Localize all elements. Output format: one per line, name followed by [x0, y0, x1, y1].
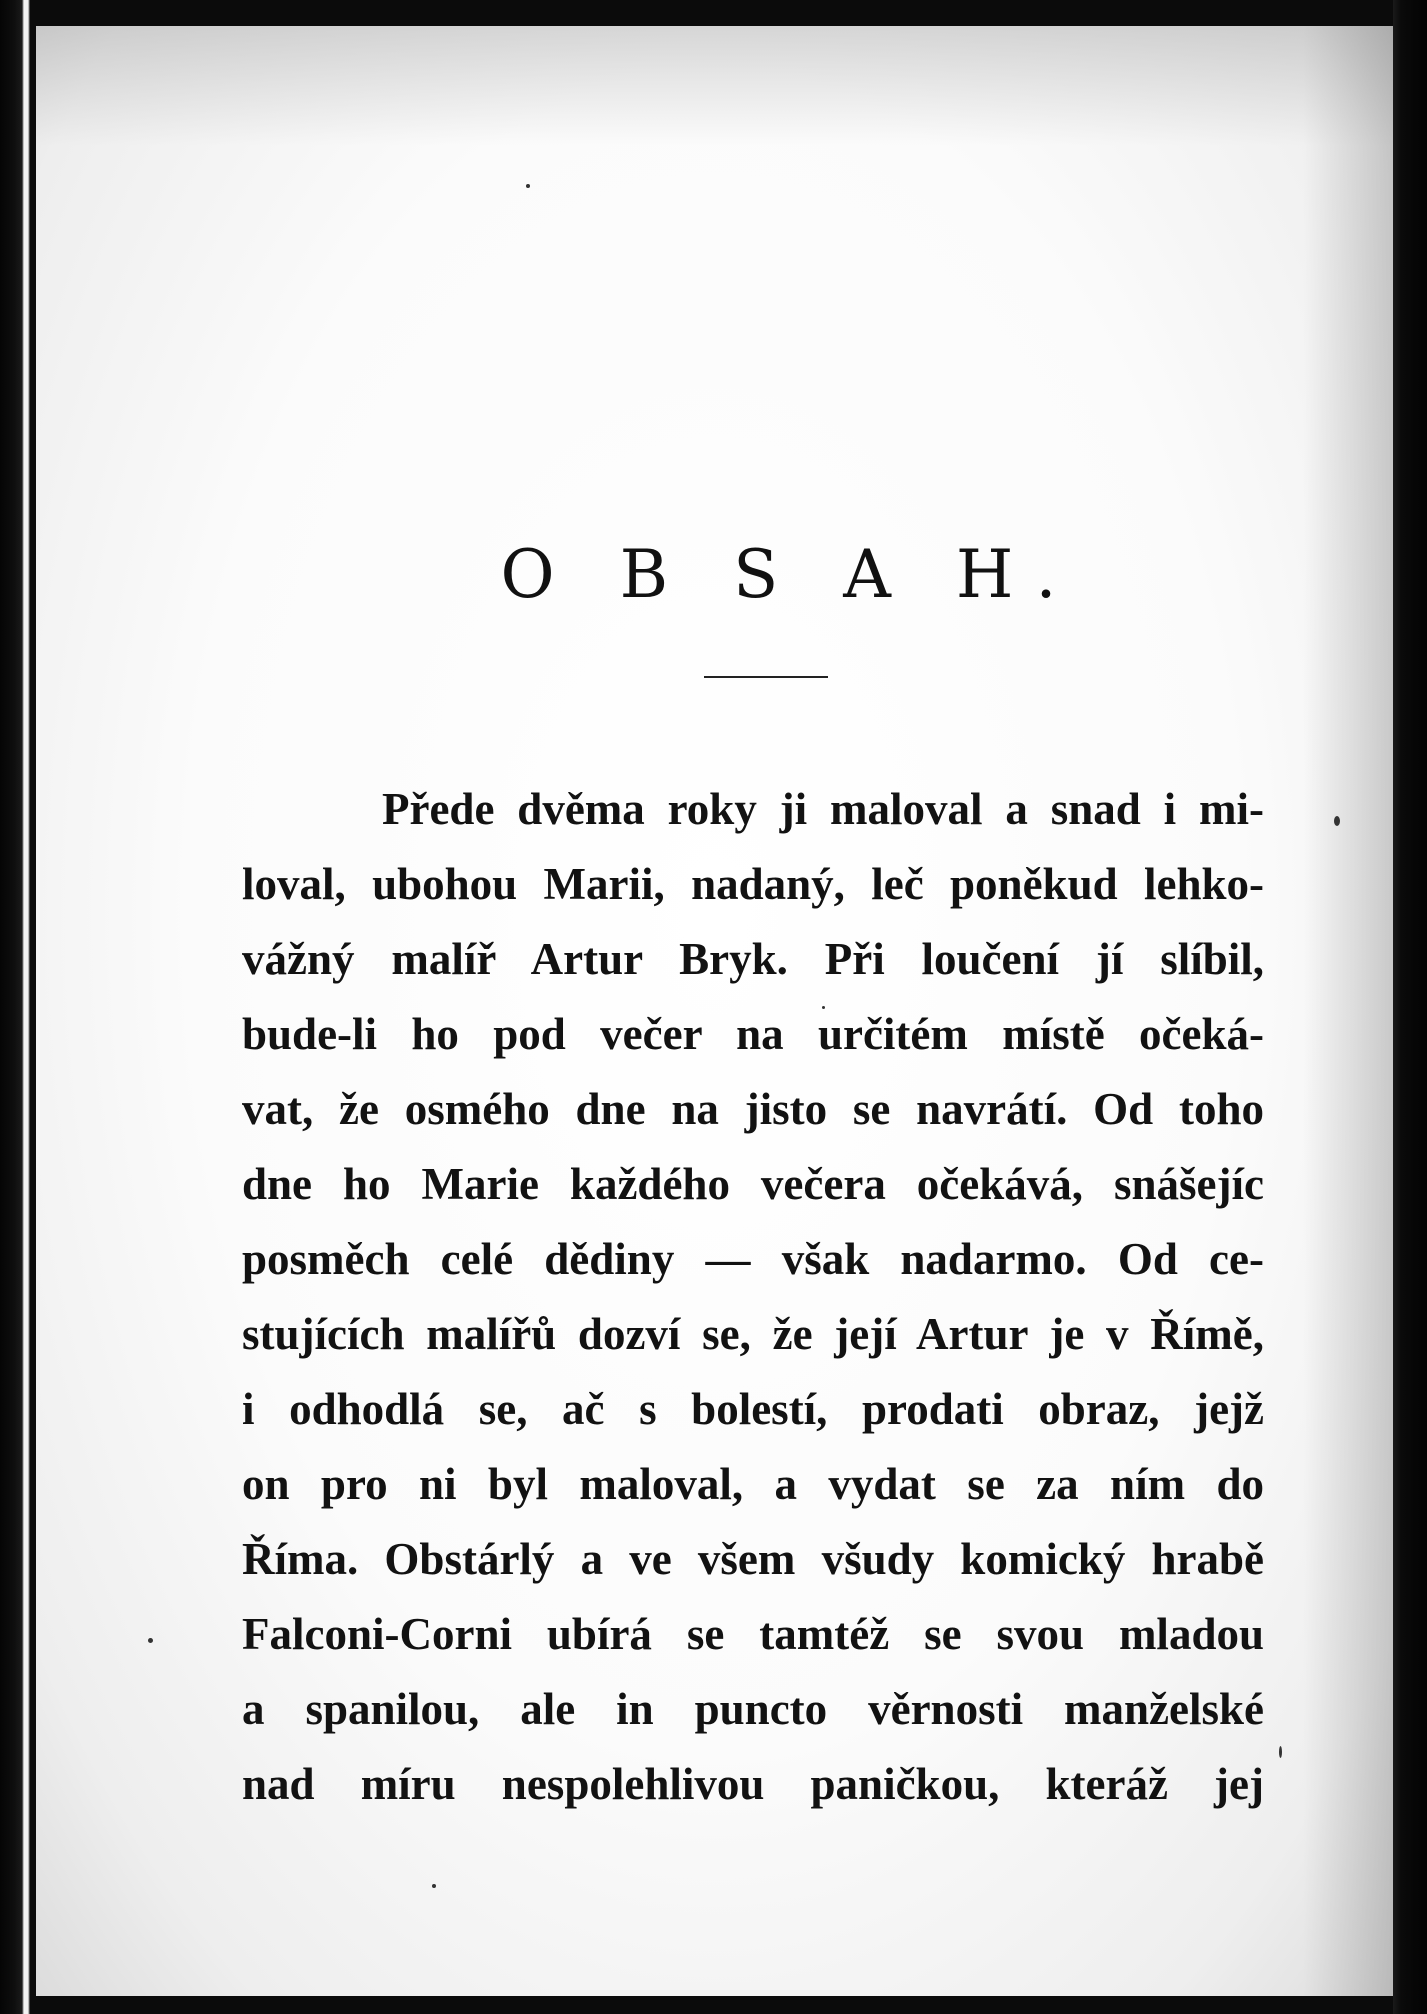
paragraph-line: stujících malířů dozví se, že její Artur je v Římě, [242, 1309, 1264, 1359]
summary-paragraph [242, 772, 1264, 1822]
page-title: O B S A H. [500, 536, 1079, 613]
paper-speck [432, 1884, 436, 1888]
paragraph-line: Říma. Obstárlý a ve všem všudy komický hrabě [242, 1534, 1264, 1584]
paragraph-line: dne ho Marie každého večera očekává, snášejíc [242, 1159, 1264, 1209]
paragraph-line: Falconi-Corni ubírá se tamtéž se svou mladou [242, 1609, 1264, 1659]
paper-speck [1279, 1746, 1282, 1758]
binding-edge-right [1393, 0, 1427, 2014]
paper-speck [148, 1638, 153, 1643]
paragraph-line: vat, že osmého dne na jisto se navrátí. Od toho [242, 1084, 1264, 1134]
paragraph-line: a spanilou, ale in puncto věrnosti manželské [242, 1684, 1264, 1734]
paragraph-line: Přede dvěma roky ji maloval a snad i mi- [382, 784, 1264, 834]
paper-speck [526, 184, 530, 188]
paragraph-line: bude-li ho pod večer na určitém místě očeká- [242, 1009, 1264, 1059]
paragraph-line: nad míru nespolehlivou paničkou, kteráž jej [242, 1759, 1264, 1809]
title-divider [704, 676, 828, 678]
paper-speck [1334, 816, 1340, 826]
paragraph-line: loval, ubohou Marii, nadaný, leč poněkud lehko- [242, 859, 1264, 909]
paragraph-line: on pro ni byl maloval, a vydat se za ním do [242, 1459, 1264, 1509]
paragraph-line: vážný malíř Artur Bryk. Při loučení jí slíbil, [242, 934, 1264, 984]
binding-edge-left [0, 0, 30, 2014]
paragraph-line: posměch celé dědiny — však nadarmo. Od ce- [242, 1234, 1264, 1284]
paragraph-line: i odhodlá se, ač s bolestí, prodati obraz, jejž [242, 1384, 1264, 1434]
